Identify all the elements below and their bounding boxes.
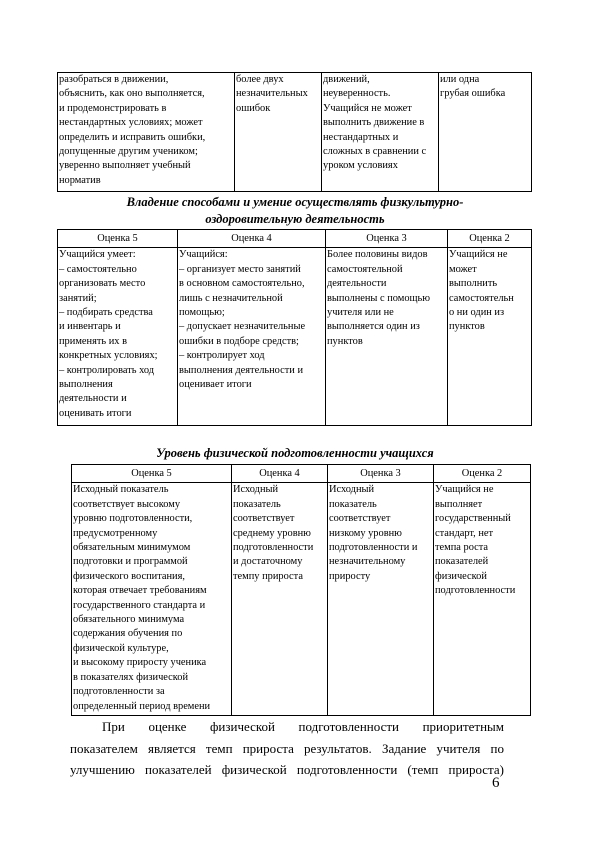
grade5-cell: Учащийся умеет: – самостоятельно организовать место занятий; – подбирать средства и инвентарь и применять их в конкретных условиях; – контролировать ход выполнения деятельности и оценивать итоги	[58, 248, 178, 426]
table-row	[72, 483, 531, 716]
methods-table	[57, 229, 532, 426]
table-row	[58, 248, 532, 426]
grade3-cell: Более половины видов самостоятельной деятельности выполнены с помощью учителя или не выполняется один из пунктов	[326, 248, 448, 426]
header-grade5: Оценка 5	[72, 465, 232, 483]
body-paragraph	[70, 716, 504, 781]
section-title-line2: оздоровительную деятельность	[205, 212, 385, 226]
grade5-cell: Исходный показатель соответствует высокому уровню подготовленности, предусмотренному обязательным минимумом подготовки и программой физического воспитания, которая отвечает требованиям государственного стандарта и обязательного минимума содержания обучения по физической культуре, и высокому приросту ученика в показателях физической подготовленности за определенный период времени	[72, 483, 232, 716]
header-grade3: Оценка 3	[326, 230, 448, 248]
table-header-row	[58, 230, 532, 248]
grade5-criteria-cell: разобраться в движении, объяснить, как оно выполняется, и продемонстрировать в нестандартных условиях; может определить и исправить ошибки, допущенные другим учеником; уверенно выполняет учебный норматив	[58, 73, 235, 192]
grade4-cell: Учащийся: – организует место занятий в основном самостоятельно, лишь с незначительной помощью; – допускает незначительные ошибки в подборе средств; – контролирует ход выполнения деятельности и оценивает итоги	[178, 248, 326, 426]
grade4-cell: Исходный показатель соответствует среднему уровню подготовленности и достаточному темпу прироста	[232, 483, 328, 716]
table-row	[58, 73, 532, 192]
fitness-table	[71, 464, 531, 716]
grade2-cell: Учащийся не может выполнить самостоятельн o ни один из пунктов	[448, 248, 532, 426]
page-number: 6	[492, 775, 500, 791]
section-title-methods	[60, 194, 530, 228]
grade2-criteria-cell: или одна грубая ошибка	[439, 73, 532, 192]
grade2-cell: Учащийся не выполняет государственный стандарт, нет темпа роста показателей физической подготовленности	[434, 483, 531, 716]
header-grade5: Оценка 5	[58, 230, 178, 248]
section-title-text: Уровень физической подготовленности учащихся	[156, 446, 434, 460]
header-grade3: Оценка 3	[328, 465, 434, 483]
header-grade2: Оценка 2	[448, 230, 532, 248]
grade4-criteria-cell: более двух незначительных ошибок	[235, 73, 322, 192]
section-title-line1: Владение способами и умение осуществлять физкультурно-	[126, 195, 464, 209]
paragraph-line: показателем является темп прироста результатов. Задание учителя по	[70, 740, 504, 756]
table-header-row	[72, 465, 531, 483]
grade3-cell: Исходный показатель соответствует низкому уровню подготовленности и незначительному приросту	[328, 483, 434, 716]
section-title-fitness	[60, 445, 530, 462]
header-grade4: Оценка 4	[232, 465, 328, 483]
top-table	[57, 72, 532, 192]
header-grade4: Оценка 4	[178, 230, 326, 248]
header-grade2: Оценка 2	[434, 465, 531, 483]
grade3-criteria-cell: движений, неуверенность. Учащийся не может выполнить движение в нестандартных и сложных в сравнении с уроком условиях	[322, 73, 439, 192]
paragraph-line: При оценке физической подготовленности приоритетным	[102, 719, 504, 734]
paragraph-line: улучшению показателей физической подготовленности (темп прироста)	[70, 762, 504, 777]
